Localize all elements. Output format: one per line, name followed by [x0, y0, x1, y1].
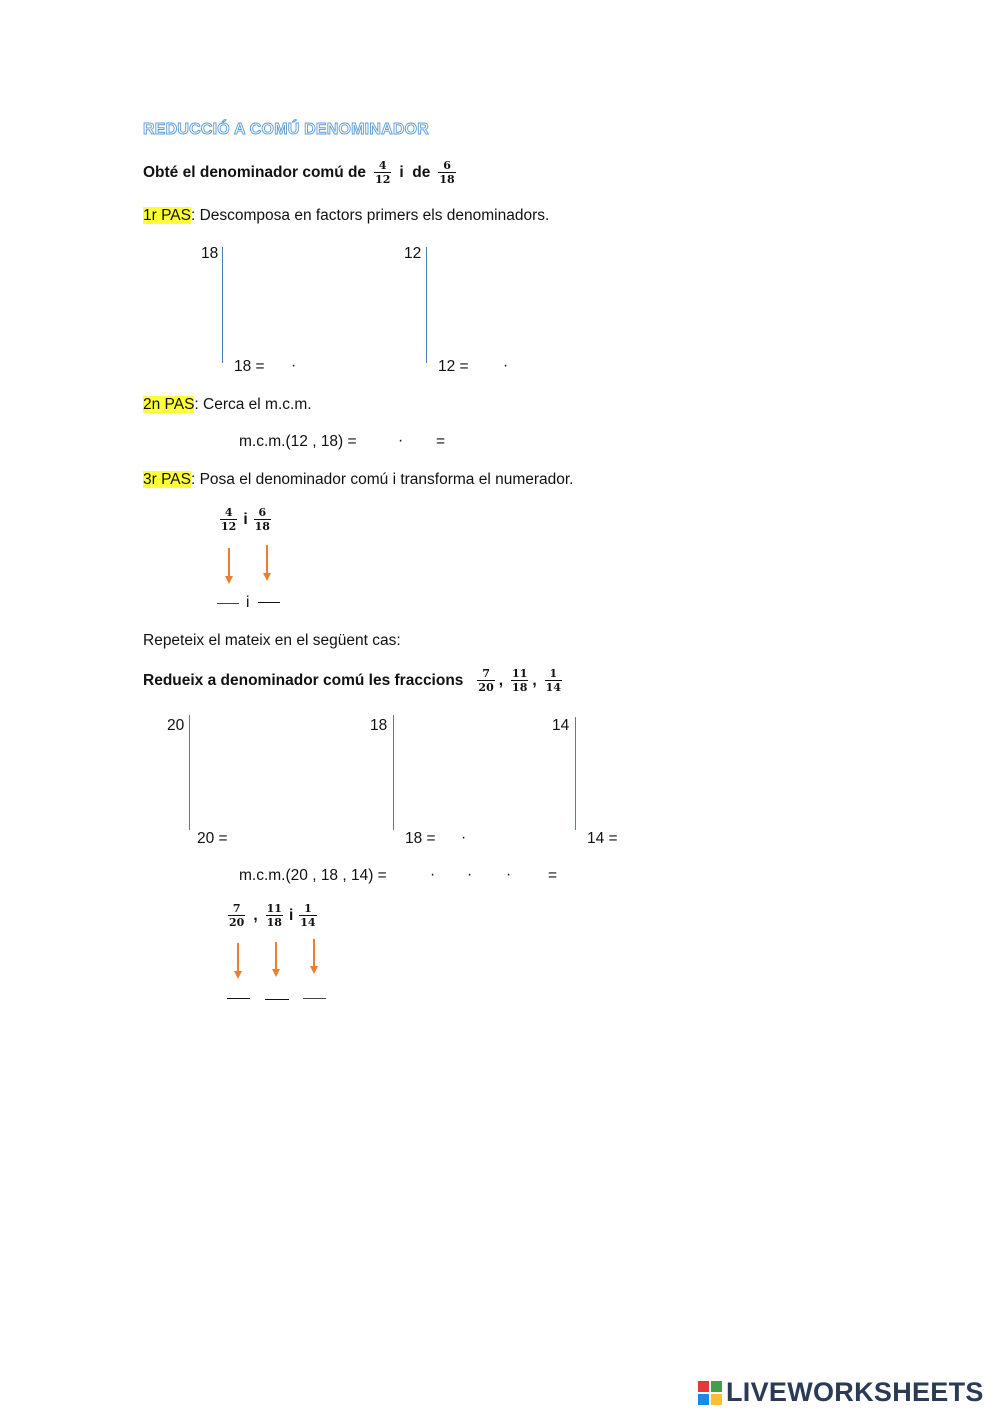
fraction-denominator: 18: [439, 172, 455, 186]
factor-number-18: 18: [370, 717, 388, 734]
mcm-equals: =: [548, 867, 558, 884]
factor-result-14: 14 =: [587, 830, 618, 847]
fraction-denominator: 12: [221, 519, 237, 533]
fraction-denominator: 20: [229, 915, 245, 929]
brand-name: LIVEWORKSHEETS: [726, 1377, 984, 1407]
step3-text: : Posa el denominador comú i transforma el numerador.: [190, 471, 574, 488]
exercise2-prompt-text: Redueix a denominador comú les fraccions: [143, 671, 464, 689]
step3-separator: i: [243, 510, 248, 528]
factor-dot: ·: [503, 357, 509, 374]
fraction-denominator: 20: [478, 680, 494, 694]
fraction-numerator: 7: [482, 667, 490, 680]
mcm-expression: m.c.m.(12 , 18) =: [239, 433, 357, 450]
mcm-expression: m.c.m.(20 , 18 , 14) =: [239, 867, 387, 884]
step2-label: 2n PAS: [143, 396, 195, 413]
mcm-dot: ·: [467, 866, 473, 883]
repeat-instruction: Repeteix el mateix en el següent cas:: [143, 632, 401, 649]
logo-square-icon: [711, 1381, 722, 1392]
fraction-numerator: 1: [549, 667, 558, 680]
exercise1-connector: i de: [399, 163, 431, 181]
step1-label: 1r PAS: [143, 207, 191, 224]
fraction-denominator: 14: [300, 915, 316, 929]
logo-grid-icon: [698, 1381, 722, 1405]
fraction-numerator: 6: [443, 159, 451, 172]
logo-square-icon: [698, 1394, 709, 1405]
fraction-comma: ,: [532, 671, 537, 689]
fraction-numerator: 1: [304, 902, 312, 915]
fraction-numerator: 4: [378, 159, 387, 172]
fraction-numerator: 11: [266, 902, 282, 915]
fraction-denominator: 18: [254, 519, 270, 533]
page-title: REDUCCIÓ A COMÚ DENOMINADOR: [143, 121, 429, 138]
fraction-denominator: 18: [266, 915, 282, 929]
fraction-numerator: 11: [512, 667, 528, 680]
factor-number-18: 18: [201, 245, 219, 262]
fraction-comma: ,: [498, 671, 504, 689]
factor-dot: ·: [291, 357, 297, 374]
step2-text: : Cerca el m.c.m.: [194, 396, 312, 413]
fraction-numerator: 4: [224, 506, 233, 519]
logo-square-icon: [698, 1381, 709, 1392]
liveworksheets-logo: [698, 1377, 984, 1408]
logo-square-icon: [711, 1394, 722, 1405]
mcm-dot: ·: [398, 432, 404, 449]
step1-text: : Descomposa en factors primers els denominadors.: [190, 207, 550, 224]
factor-result-12: 12 =: [438, 358, 469, 375]
fraction-numerator: 6: [258, 506, 267, 519]
factor-dot: ·: [461, 829, 467, 846]
fraction-denominator: 18: [512, 680, 528, 694]
factor-number-12: 12: [404, 245, 422, 262]
fraction-numerator: 7: [232, 902, 241, 915]
factor-result-20: 20 =: [197, 830, 228, 847]
factor-result-18: 18 =: [405, 830, 436, 847]
mcm-dot: ·: [506, 866, 512, 883]
answer-separator: i: [246, 594, 250, 611]
mcm-equals: =: [436, 433, 446, 450]
fraction-denominator: 14: [545, 680, 561, 694]
fraction-separator: i: [288, 906, 294, 924]
step3-label: 3r PAS: [143, 471, 191, 488]
mcm-dot: ·: [430, 866, 436, 883]
fraction-comma: ,: [253, 906, 258, 924]
factor-number-14: 14: [552, 717, 570, 734]
fraction-denominator: 12: [375, 172, 391, 186]
exercise1-prompt-text: Obté el denominador comú de: [143, 163, 367, 181]
factor-result-18: 18 =: [234, 358, 265, 375]
factor-number-20: 20: [167, 717, 185, 734]
